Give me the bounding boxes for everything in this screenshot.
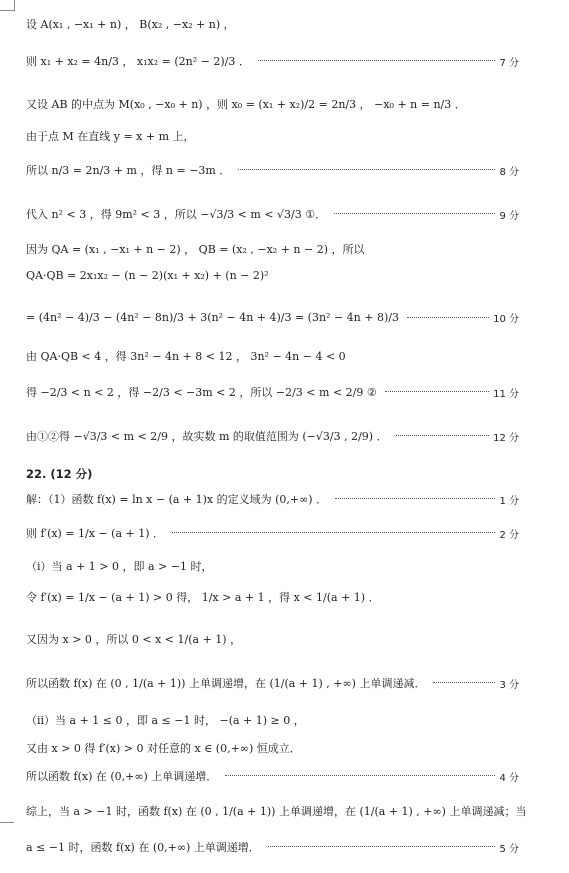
- line-text: = (4n² − 4)/3 − (4n² − 8n)/3 + 3(n² − 4n + 4)/3 = (3n² − 4n + 8)/3: [26, 311, 399, 324]
- solution-line: [26, 675, 519, 691]
- line-text: （i）当 a + 1 > 0 ，即 a > −1 时，: [26, 560, 213, 573]
- solution-line: [26, 162, 519, 178]
- solution-line: [26, 384, 519, 400]
- score-mark: 8 分: [499, 166, 519, 178]
- solution-line: [26, 241, 519, 257]
- score-mark: 12 分: [493, 432, 519, 444]
- line-text: 得 −2/3 < n < 2 ，得 −2/3 < −3m < 2 ，所以 −2/3 < m < 2/9 ②: [26, 386, 377, 399]
- question-heading: [26, 466, 519, 482]
- dot-leader: [258, 59, 496, 61]
- dot-leader: [433, 681, 495, 683]
- line-text: 则 f′(x) = 1/x − (a + 1) ．: [26, 527, 165, 540]
- solution-line: [26, 558, 519, 574]
- line-text: 又设 AB 的中点为 M(x₀ , −x₀ + n) ，则 x₀ = (x₁ + x₂)/2 = 2n/3 ， −x₀ + n = n/3 ．: [26, 98, 466, 111]
- dot-leader: [396, 434, 489, 436]
- line-text: （ii）当 a + 1 ≤ 0 ，即 a ≤ −1 时， −(a + 1) ≥ 0 ，: [26, 714, 305, 727]
- line-text: 由 QA·QB < 4 ，得 3n² − 4n + 8 < 12 ， 3n² − 4n − 4 < 0: [26, 350, 346, 363]
- line-text: 解：（1）函数 f(x) = ln x − (a + 1)x 的定义域为 (0,+∞) ．: [26, 493, 328, 506]
- dot-leader: [172, 531, 495, 533]
- score-mark: 7 分: [499, 57, 519, 69]
- score-mark: 9 分: [499, 210, 519, 222]
- line-text: 又由 x > 0 得 f′(x) > 0 对任意的 x ∈ (0,+∞) 恒成立．: [26, 742, 301, 755]
- heading-text: 22. (12 分): [26, 467, 93, 481]
- line-text: 设 A(x₁ , −x₁ + n) ， B(x₂ , −x₂ + n) ，: [26, 18, 235, 31]
- solution-line: [26, 428, 519, 444]
- line-text: 由①②得 −√3/3 < m < 2/9 ，故实数 m 的取值范围为 (−√3/3 , 2/9) ．: [26, 430, 388, 443]
- line-text: QA·QB = 2x₁x₂ − (n − 2)(x₁ + x₂) + (n − 2)²: [26, 269, 269, 282]
- score-mark: 3 分: [499, 679, 519, 691]
- score-mark: 10 分: [493, 314, 519, 325]
- line-text: 所以函数 f(x) 在 (0,+∞) 上单调递增．: [26, 770, 218, 783]
- score-mark: 11 分: [493, 388, 519, 400]
- solution-line: [26, 269, 519, 282]
- dot-leader: [268, 845, 496, 847]
- line-text: 由于点 M 在直线 y = x + m 上，: [26, 130, 195, 143]
- score-mark: 1 分: [499, 495, 519, 507]
- dot-leader: [335, 497, 495, 499]
- solution-line: [26, 96, 519, 112]
- dot-leader: [334, 212, 495, 214]
- solution-line: [26, 310, 519, 325]
- dot-leader: [238, 168, 495, 170]
- line-text: 令 f′(x) = 1/x − (a + 1) > 0 得， 1/x > a + 1 ，得 x < 1/(a + 1) ．: [26, 591, 380, 604]
- solution-line: [26, 768, 519, 784]
- score-mark: 4 分: [499, 772, 519, 784]
- score-mark: 5 分: [499, 843, 519, 855]
- line-text: 所以 n/3 = 2n/3 + m ，得 n = −3m ．: [26, 164, 231, 177]
- solution-line: [26, 206, 519, 222]
- line-text: 则 x₁ + x₂ = 4n/3 ， x₁x₂ = (2n² − 2)/3 ．: [26, 55, 250, 68]
- solution-line: [26, 740, 519, 756]
- solution-line: [26, 803, 543, 819]
- line-text: 所以函数 f(x) 在 (0 , 1/(a + 1)) 上单调递增，在 (1/(a + 1) , +∞) 上单调递减．: [26, 677, 426, 690]
- dot-leader: [407, 316, 489, 318]
- solution-line: [26, 348, 519, 364]
- solution-line: [26, 631, 519, 647]
- line-text: 因为 QA = (x₁ , −x₁ + n − 2) ， QB = (x₂ , −x₂ + n − 2) ，所以: [26, 243, 365, 256]
- line-text: 代入 n² < 3 ，得 9m² < 3 ，所以 −√3/3 < m < √3/3 ①．: [26, 208, 327, 221]
- solution-line: [26, 839, 519, 855]
- solution-line: [26, 525, 519, 541]
- dot-leader: [385, 390, 489, 392]
- page-corner-mark: [0, 0, 15, 11]
- solution-line: [26, 16, 519, 32]
- page-crop-mark: [0, 822, 14, 823]
- line-text: a ≤ −1 时，函数 f(x) 在 (0,+∞) 上单调递增．: [26, 841, 260, 854]
- solution-line: [26, 589, 519, 605]
- score-mark: 2 分: [499, 529, 519, 541]
- solution-line: [26, 53, 519, 69]
- solution-line: [26, 712, 519, 728]
- solution-line: [26, 128, 519, 144]
- line-text: 又因为 x > 0 ，所以 0 < x < 1/(a + 1) ，: [26, 633, 242, 646]
- solution-line: [26, 491, 519, 507]
- dot-leader: [225, 774, 495, 776]
- line-text: 综上，当 a > −1 时，函数 f(x) 在 (0 , 1/(a + 1)) 上单调递增，在 (1/(a + 1) , +∞) 上单调递减；当: [26, 805, 527, 818]
